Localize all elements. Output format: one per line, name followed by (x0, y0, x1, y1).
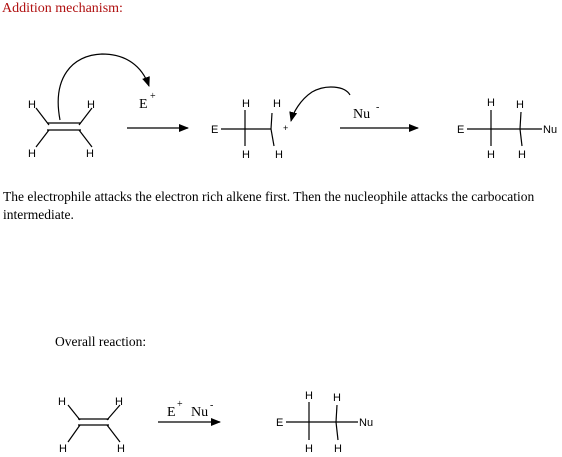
mechanism-explanation: The electrophile attacks the electron rich alkene first. Then the nucleophile attacks the carbocation intermediate. (3, 189, 535, 222)
nucleophile-label: Nu (353, 107, 371, 122)
atom-h: H (242, 149, 250, 161)
overall-product (276, 390, 373, 455)
carbocation-intermediate (211, 98, 288, 161)
atom-h: H (28, 148, 36, 160)
atom-h: H (115, 396, 123, 408)
nucleophile-charge: - (376, 102, 380, 113)
curved-arrow-nucleophile-to-cation (291, 87, 350, 121)
atom-h: H (487, 149, 495, 161)
atom-e: E (211, 124, 219, 136)
overall-electrophile-charge: + (177, 399, 183, 410)
overall-nucleophile-charge: - (210, 400, 214, 411)
overall-reaction-label: Overall reaction: (55, 334, 147, 349)
atom-h: H (87, 99, 95, 111)
overall-nucleophile-label: Nu (191, 405, 209, 420)
overall-alkene-molecule (58, 396, 125, 455)
atom-h: H (273, 98, 281, 110)
curved-arrow-pi-to-electrophile (58, 54, 149, 120)
atom-h: H (28, 99, 36, 111)
atom-h: H (305, 443, 313, 455)
addition-product (457, 97, 557, 161)
overall-electrophile-label: E (167, 405, 176, 420)
atom-h: H (516, 99, 524, 111)
atom-h: H (487, 97, 495, 109)
atom-h: H (59, 443, 67, 455)
atom-h: H (518, 149, 526, 161)
atom-h: H (117, 443, 125, 455)
atom-e: E (276, 417, 284, 429)
atom-h: H (305, 390, 313, 402)
alkene-molecule (28, 99, 95, 160)
electrophile-label: E (139, 97, 148, 112)
atom-nu: Nu (359, 417, 374, 429)
atom-h: H (58, 396, 66, 408)
atom-h: H (275, 149, 283, 161)
atom-nu: Nu (543, 124, 558, 136)
section-heading: Addition mechanism: (2, 1, 123, 16)
atom-h: H (86, 148, 94, 160)
atom-h: H (242, 98, 250, 110)
atom-h: H (333, 392, 341, 404)
atom-e: E (457, 124, 465, 136)
carbocation-charge: + (283, 123, 289, 133)
atom-h: H (334, 443, 342, 455)
electrophile-charge: + (150, 91, 156, 102)
